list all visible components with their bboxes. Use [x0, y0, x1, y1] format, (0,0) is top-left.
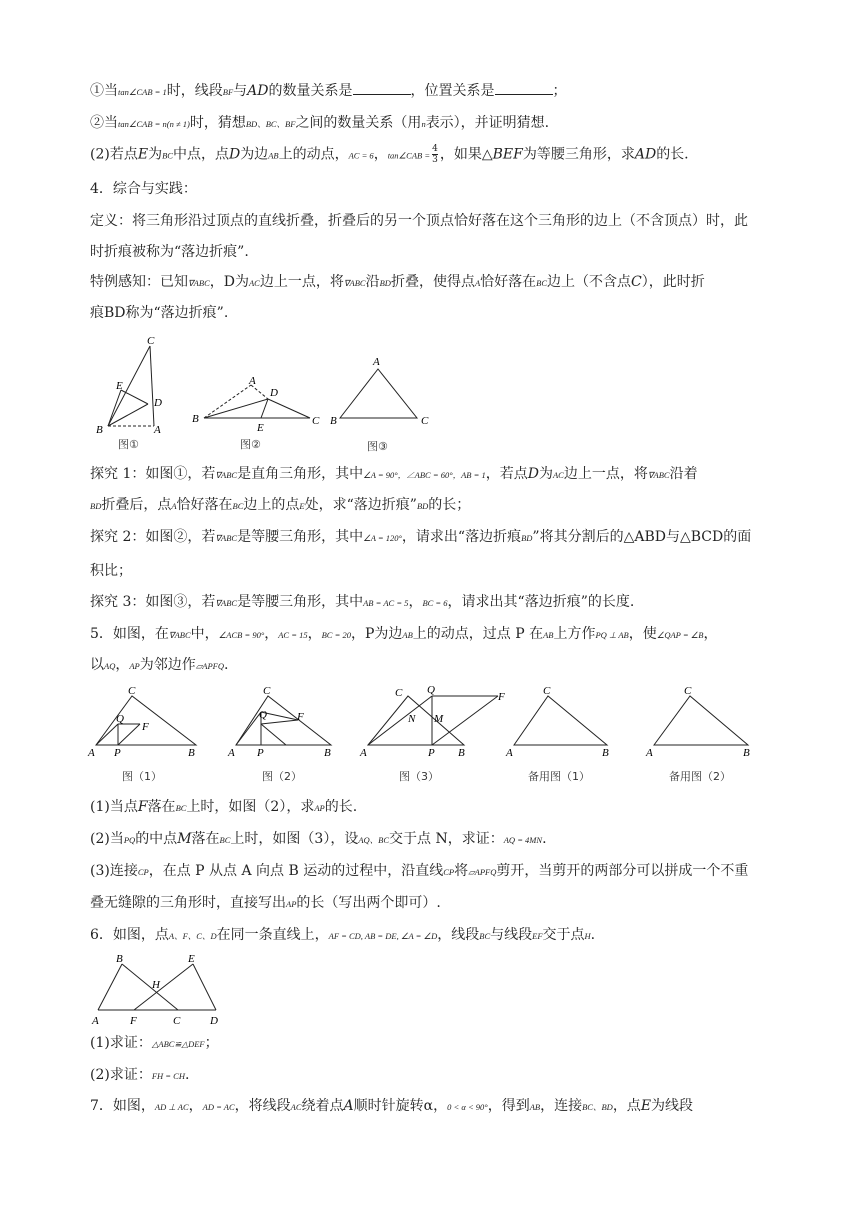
text: ，位置关系是 [410, 83, 495, 99]
math: AD ⊥ AC [154, 1102, 189, 1112]
label-E: E [116, 380, 123, 392]
text: 沿着 [669, 466, 698, 482]
text: 恰好落在 [176, 497, 233, 513]
text: 中， [190, 626, 219, 642]
label-E: E [188, 953, 195, 965]
text: ，连接 [540, 1098, 583, 1114]
math: ▱APFQ [468, 867, 497, 877]
q4-def-line1: 定义：将三角形沿过顶点的直线折叠，折叠后的另一个顶点恰好落在这个三角形的边上（不含顶点）时，此 [90, 213, 748, 229]
text: 为等腰三角形，求 [522, 146, 635, 163]
math: AP [286, 899, 297, 909]
q3-part1-line [90, 80, 780, 102]
text: 为边 [240, 146, 269, 163]
caption-q5-fig2: 图（2） [262, 770, 302, 783]
label-C: C [173, 1015, 181, 1027]
text: ， [188, 1098, 203, 1114]
math: A [343, 1098, 354, 1114]
math: tan∠CAB = n(n ≠ 1) [118, 119, 190, 129]
text: 上方作 [553, 626, 596, 642]
q5-spare-figure-2 [654, 696, 748, 745]
label-A: A [646, 747, 653, 759]
text: 之间的数量关系（用 [295, 115, 422, 131]
text: 在同一条直线上， [216, 927, 329, 943]
caption-q5-fig1: 图（1） [122, 770, 162, 783]
math: AC = 6 [348, 150, 374, 161]
math: AQ = 4MN [503, 835, 543, 845]
math: CP [443, 867, 455, 877]
text: 上的动点，过点 P 在 [412, 626, 544, 642]
label-B: B [743, 747, 750, 759]
text: 为线段 [651, 1098, 694, 1114]
math: AF = CD, AB = DE, ∠A = ∠D [328, 931, 438, 941]
label-C: C [684, 685, 692, 697]
math: AC [552, 470, 564, 480]
q4-spec-line2: 痕BD称为“落边折痕”. [90, 305, 229, 321]
text: 将 [454, 863, 469, 879]
math: ∠ACB = 90° [218, 630, 265, 640]
math: M [177, 831, 192, 847]
math: ∇ABC [215, 533, 238, 543]
caption-q5-fig3: 图（3） [399, 770, 439, 783]
math: ∠QAP = ∠B [656, 630, 704, 640]
q5-figures [86, 682, 766, 788]
text: (1)求证： [90, 1035, 152, 1051]
q4-explore1-line2 [90, 495, 780, 516]
text: ，在点 P 从点 A 向点 B 运动的过程中，沿直线 [148, 863, 444, 879]
math: BC [219, 835, 231, 845]
math: ∠A = 120° [363, 533, 402, 543]
math: AP [129, 661, 140, 671]
math: C [631, 274, 642, 290]
caption-fig1: 图① [118, 438, 139, 451]
text: ，P为边 [350, 626, 403, 642]
text: (3)连接 [90, 863, 138, 879]
q3-part2-line [90, 113, 780, 134]
text: ，点 [612, 1098, 641, 1114]
text: . [224, 657, 229, 673]
math: ∇ABC [215, 470, 238, 480]
text: 恰好落在 [480, 274, 537, 290]
math: ∇ABC [215, 598, 238, 608]
q7-line1 [90, 1096, 780, 1117]
math: tan∠CAB = [387, 150, 431, 161]
text: 交于点 N，求证： [389, 831, 504, 847]
label-B: B [324, 747, 331, 759]
q3-sub2-line [90, 144, 780, 166]
figure-2 [204, 385, 310, 418]
text: 是等腰三角形，其中 [237, 594, 364, 610]
text: ），此时折 [641, 274, 705, 290]
label-D: D [210, 1015, 218, 1027]
text: ，使 [628, 626, 657, 642]
text: 探究 2：如图②，若 [90, 529, 216, 545]
label-A: A [360, 747, 367, 759]
text: ，若点 [485, 466, 528, 482]
math: ∠A = 90°，∠ABC = 60°，AB = 1 [363, 470, 486, 480]
label-Q: Q [427, 684, 435, 696]
q4-figures [88, 332, 448, 456]
label-A: A [228, 747, 235, 759]
text: 探究 1：如图①，若 [90, 466, 216, 482]
answer-blank-2[interactable] [495, 80, 553, 95]
math: F [137, 799, 148, 815]
math: ∇ABC [647, 470, 670, 480]
text: 叠无缝隙的三角形时，直接写出 [90, 895, 286, 911]
text: 的长. [324, 799, 358, 815]
math: BD、BC、BF [245, 119, 296, 129]
text: ，将线段 [234, 1098, 291, 1114]
label-D: D [270, 387, 278, 399]
text: 上时，如图（2），求 [186, 799, 315, 815]
label-C: C [312, 415, 320, 427]
label-C: C [128, 685, 136, 697]
text: 绕着点 [301, 1098, 344, 1114]
q4-title: 4．综合与实践： [90, 181, 197, 197]
q5-sub3-line2 [90, 893, 780, 914]
math: AD [247, 83, 269, 99]
label-A: A [249, 375, 256, 387]
label-B: B [188, 747, 195, 759]
text: ，得到 [487, 1098, 530, 1114]
text: 7．如图， [90, 1098, 155, 1114]
text: 时，猜想 [189, 115, 246, 131]
math: E [640, 1098, 652, 1114]
label-C: C [147, 335, 155, 347]
text: 时，线段 [166, 83, 223, 99]
q6-line1 [90, 925, 780, 946]
q5-spare-figure-1 [514, 696, 607, 745]
label-B: B [458, 747, 465, 759]
text: 探究 3：如图③，若 [90, 594, 216, 610]
text: 折叠，使得点 [390, 274, 475, 290]
math: ∇ABC [188, 278, 210, 288]
math: EF [532, 931, 543, 941]
caption-fig3: 图③ [367, 440, 388, 453]
q6-figure [88, 950, 228, 1030]
math: AB = AC = 5 [363, 598, 409, 608]
math: BC = 6 [422, 598, 448, 608]
figure-1 [108, 346, 154, 426]
math: CP [137, 867, 149, 877]
text: ； [552, 83, 567, 99]
q4-explore2-line1 [90, 527, 780, 548]
text: 与 [233, 83, 248, 99]
caption-spare2: 备用图（2） [669, 770, 731, 783]
text: 沿 [365, 274, 380, 290]
label-P: P [257, 747, 264, 759]
text: ， [703, 626, 718, 642]
text: 的数量关系是 [268, 83, 353, 99]
math: PQ ⊥ AB [595, 630, 629, 640]
text: 中点，点 [172, 146, 229, 163]
text: ，如果△ [439, 146, 493, 163]
text: 为 [148, 146, 163, 163]
text: 是等腰三角形，其中 [237, 529, 364, 545]
math: AQ [104, 661, 116, 671]
text: ，线段 [437, 927, 480, 943]
q4-explore3-line [90, 592, 780, 613]
text: ， [307, 626, 322, 642]
math: E [137, 146, 149, 163]
math: AC = 15 [278, 630, 308, 640]
text: 以 [90, 657, 104, 673]
math: BD [90, 501, 102, 511]
label-F: F [142, 721, 149, 733]
text: 为 [538, 466, 553, 482]
q5-sub1 [90, 797, 780, 818]
label-B: B [330, 415, 337, 427]
math: BEF [492, 146, 523, 163]
text: ，请求出其“落边折痕”的长度. [447, 594, 635, 610]
caption-spare1: 备用图（1） [528, 770, 590, 783]
label-A: A [373, 356, 380, 368]
math: n [421, 119, 426, 129]
text: ，D为 [209, 274, 249, 290]
label-F: F [498, 691, 505, 703]
q4-def-line2: 时折痕被称为“落边折痕”. [90, 244, 249, 260]
text: 表示），并证明猜想. [425, 115, 550, 131]
text: 的中点 [135, 831, 178, 847]
text: 的长. [656, 146, 689, 163]
label-M: M [434, 713, 444, 725]
text: 上时，如图（3），设 [230, 831, 359, 847]
math: H [584, 931, 591, 941]
label-C: C [395, 687, 403, 699]
math: A [474, 278, 481, 288]
text: 特例感知：已知 [90, 274, 188, 290]
math: BC [536, 278, 548, 288]
label-H: H [152, 979, 160, 991]
math: BD [521, 533, 533, 543]
fraction [432, 144, 438, 165]
q4-explore2-line2: 积比； [90, 563, 132, 579]
math: A、F、C、D [168, 931, 217, 941]
label-A: A [154, 424, 161, 436]
math: ∇ABC [168, 630, 191, 640]
math: PQ [123, 835, 136, 845]
text: 是直角三角形，其中 [237, 466, 364, 482]
math: FH = CH [151, 1071, 185, 1081]
label-F: F [130, 1015, 137, 1027]
math: BC [175, 803, 187, 813]
math: AP [314, 803, 325, 813]
math: AD = AC [202, 1102, 235, 1112]
text: ； [204, 1035, 219, 1051]
q5-figure-3 [368, 696, 498, 745]
math: AB [402, 630, 413, 640]
math: BC、BD [582, 1102, 613, 1112]
label-A: A [88, 747, 95, 759]
label-N: N [408, 713, 416, 725]
q4-spec-line1 [90, 272, 780, 293]
math: D [527, 466, 539, 482]
q6-sub2 [90, 1065, 780, 1086]
math: BC = 20 [321, 630, 351, 640]
text: 的长（写出两个即可）. [296, 895, 441, 911]
text: 的长； [428, 497, 471, 513]
text: ， [115, 657, 130, 673]
q4-explore1-line1 [90, 464, 780, 485]
math: E [299, 501, 305, 511]
q5-line1 [90, 624, 780, 645]
label-B: B [116, 953, 123, 965]
math: BC [162, 150, 173, 161]
text: ，请求出“落边折痕 [401, 529, 522, 545]
answer-blank-1[interactable] [353, 80, 411, 95]
q6-sub1 [90, 1033, 780, 1054]
label-E: E [257, 422, 264, 434]
text: 顺时针旋转α， [353, 1098, 448, 1114]
text: 折叠后，点 [101, 497, 172, 513]
math: AC [248, 278, 260, 288]
label-P: P [428, 747, 435, 759]
label-F: F [297, 711, 304, 723]
q5-figure-2 [236, 696, 331, 745]
text: (2)求证： [90, 1067, 152, 1083]
math: △ABC≌△DEF [151, 1039, 205, 1049]
label-C: C [421, 415, 429, 427]
text: ②当 [90, 115, 118, 131]
label-B: B [192, 413, 199, 425]
q5-sub2 [90, 829, 780, 850]
math: BC [479, 931, 491, 941]
label-A: A [92, 1015, 99, 1027]
caption-fig2: 图② [240, 438, 261, 451]
math: tan∠CAB = 1 [118, 87, 167, 97]
math: BD [416, 501, 429, 511]
math: D [228, 146, 241, 163]
text: . [542, 831, 547, 847]
label-Q: Q [116, 713, 124, 725]
text: 落在 [147, 799, 176, 815]
text: (1)当点 [90, 799, 138, 815]
math: BF [222, 87, 234, 97]
text: ， [373, 146, 388, 163]
figure-3 [340, 369, 417, 418]
label-C: C [263, 685, 271, 697]
text: 边上一点，将 [563, 466, 648, 482]
text: 与线段 [490, 927, 533, 943]
text: 处，求“落边折痕” [304, 497, 417, 513]
text: 为邻边作 [139, 657, 196, 673]
label-C: C [543, 685, 551, 697]
numerator: 4 [432, 144, 438, 154]
text: 6．如图，点 [90, 927, 169, 943]
math: BD [379, 278, 391, 288]
text: . [590, 927, 596, 943]
text: ， [264, 626, 279, 642]
label-Q: Q [259, 709, 267, 721]
math: AB [268, 150, 279, 161]
label-A: A [506, 747, 513, 759]
math: AQ、BC [358, 835, 390, 845]
label-B: B [602, 747, 609, 759]
text: 上的动点， [278, 146, 349, 163]
math: A [171, 501, 177, 511]
text: 边上的点 [243, 497, 300, 513]
text: 5．如图，在 [90, 626, 169, 642]
math: AC [290, 1102, 302, 1112]
math: AB [543, 630, 554, 640]
math: ▱APFQ [195, 661, 224, 671]
q5-line2 [90, 655, 780, 676]
text: ， [408, 594, 423, 610]
math: AB [529, 1102, 541, 1112]
text: . [184, 1067, 190, 1083]
math: BC [232, 501, 244, 511]
text: 边上（不含点 [547, 274, 632, 290]
denominator: 3 [432, 155, 438, 165]
math: ∇ABC [343, 278, 366, 288]
text: ①当 [90, 83, 118, 99]
label-P: P [114, 747, 121, 759]
math: 0 < α < 90° [447, 1102, 488, 1112]
text: ”将其分割后的△ABD与△BCD的面 [532, 529, 752, 545]
label-D: D [154, 397, 162, 409]
text: 落在 [191, 831, 220, 847]
label-B: B [96, 424, 103, 436]
text: 剪开，当剪开的两部分可以拼成一个不重 [496, 863, 749, 879]
q5-sub3-line1 [90, 861, 780, 882]
text: (2)当 [90, 831, 124, 847]
text: 交于点 [542, 927, 585, 943]
text: 边上一点，将 [259, 274, 344, 290]
text: (2)若点 [90, 146, 138, 163]
math: AD [634, 146, 657, 163]
